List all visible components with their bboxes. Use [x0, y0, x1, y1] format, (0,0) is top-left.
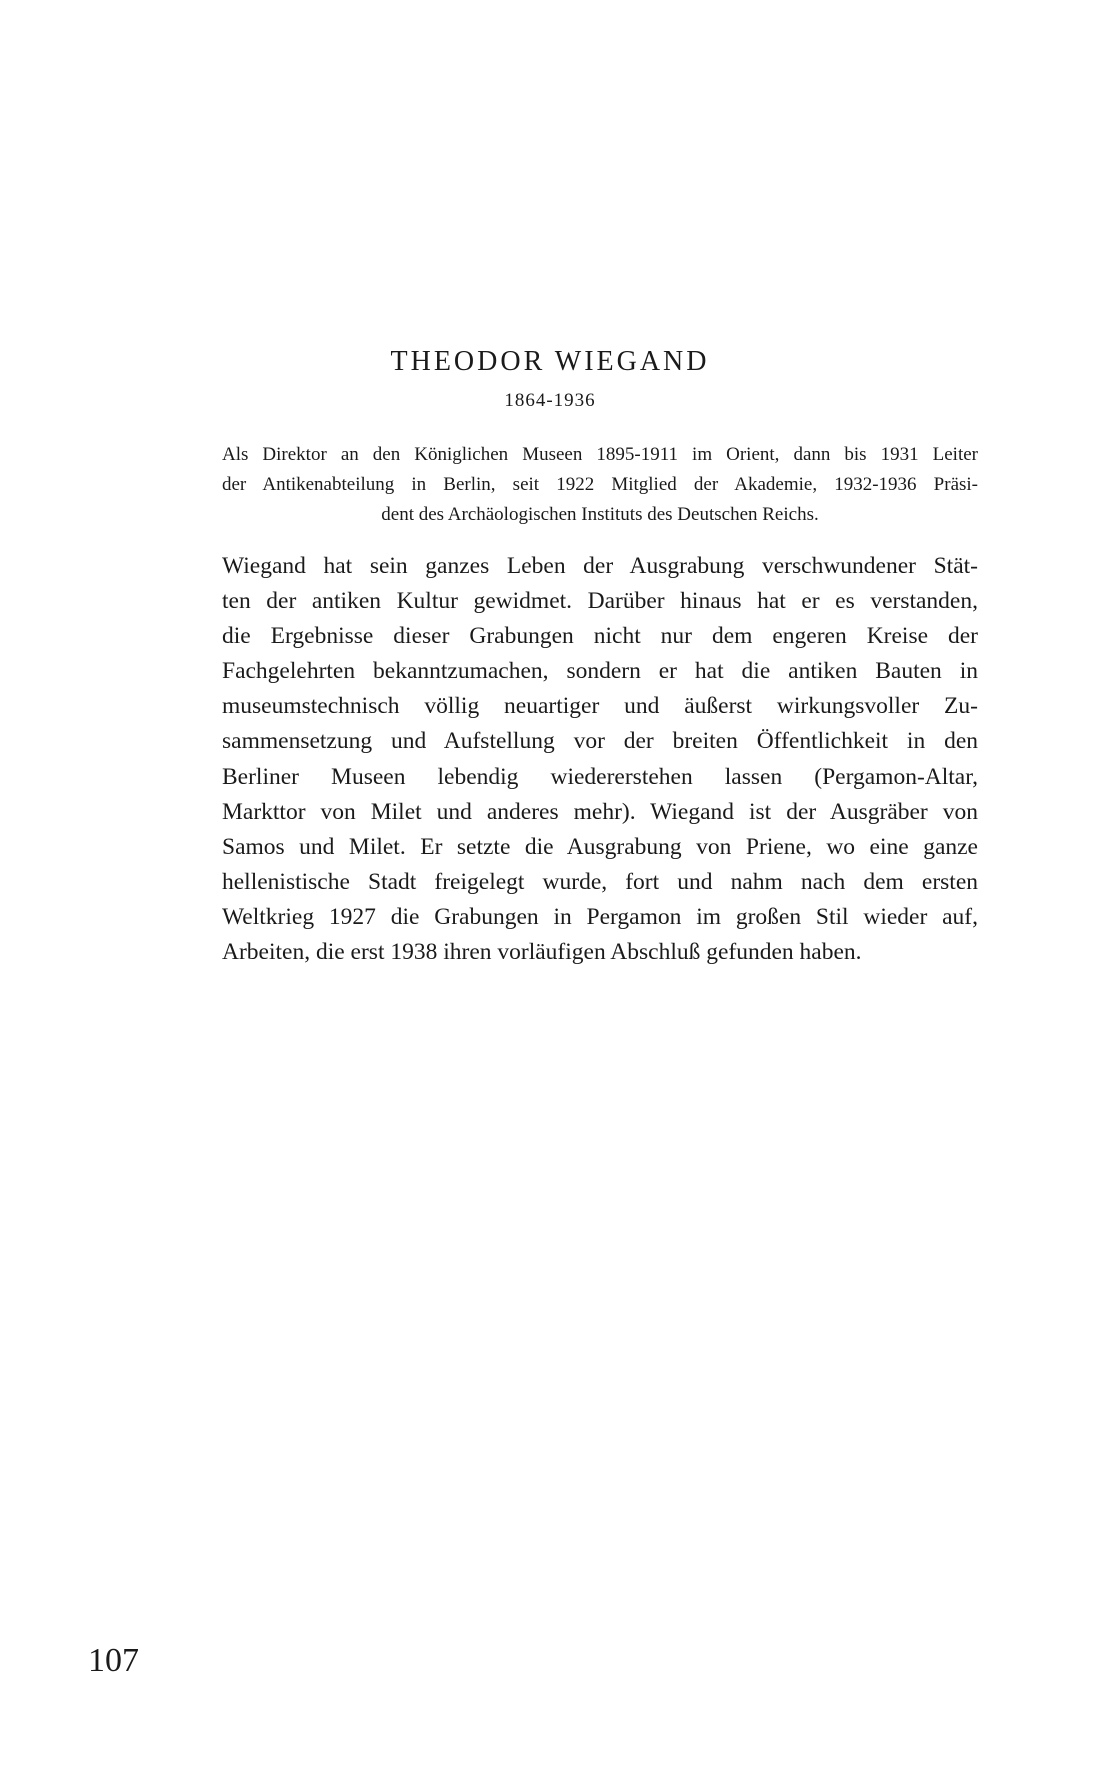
body-line: Weltkrieg 1927 die Grabungen in Pergamon im großen Stil wieder auf,	[222, 903, 978, 930]
body-line: Fachgelehrten bekanntzumachen, sondern er hat die antiken Bauten in	[222, 658, 978, 685]
body-line: museumstechnisch völlig neuartiger und äußerst wirkungsvoller Zu-	[222, 693, 978, 720]
page-title: THEODOR WIEGAND	[390, 346, 710, 377]
body-line: die Ergebnisse dieser Grabungen nicht nur dem engeren Kreise der	[222, 623, 978, 650]
body-line: Markttor von Milet und anderes mehr). Wiegand ist der Ausgräber von	[222, 798, 978, 825]
body-line: Arbeiten, die erst 1938 ihren vorläufigen Abschluß gefunden haben.	[222, 939, 862, 966]
intro-line: der Antikenabteilung in Berlin, seit 1922 Mitglied der Akademie, 1932-1936 Präsi-	[222, 474, 978, 495]
page-number: 107	[88, 1642, 139, 1679]
body-line: sammensetzung und Aufstellung vor der breiten Öffentlichkeit in den	[222, 728, 978, 755]
intro-line: Als Direktor an den Königlichen Museen 1895-1911 im Orient, dann bis 1931 Leiter	[222, 444, 978, 465]
body-line: hellenistische Stadt freigelegt wurde, fort und nahm nach dem ersten	[222, 868, 978, 895]
intro-line: dent des Archäologischen Instituts des Deutschen Reichs.	[381, 504, 819, 525]
life-dates: 1864-1936	[504, 390, 596, 411]
body-paragraph	[222, 549, 978, 970]
intro-paragraph	[222, 440, 978, 530]
body-line: Samos und Milet. Er setzte die Ausgrabung von Priene, wo eine ganze	[222, 833, 978, 860]
body-line: ten der antiken Kultur gewidmet. Darüber hinaus hat er es verstanden,	[222, 588, 978, 615]
body-line: Wiegand hat sein ganzes Leben der Ausgrabung verschwundener Stät-	[222, 553, 978, 579]
body-line: Berliner Museen lebendig wiedererstehen lassen (Pergamon-Altar,	[222, 763, 978, 790]
